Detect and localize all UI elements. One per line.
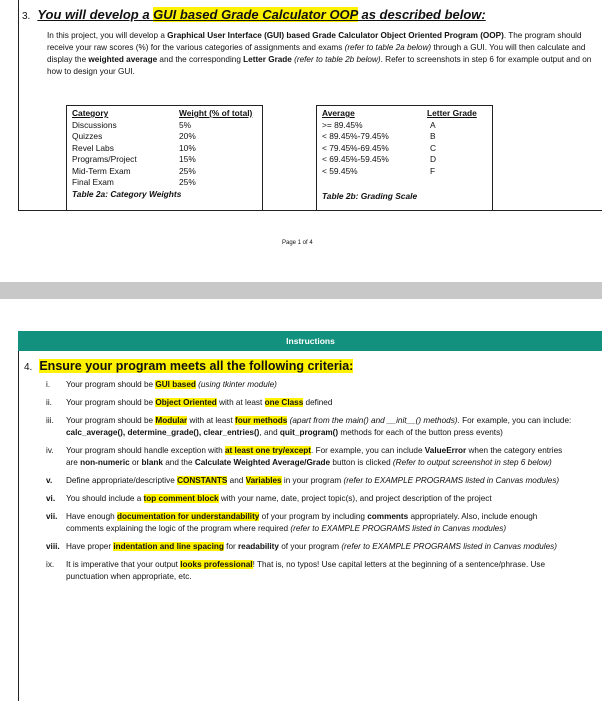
item-text: It is imperative that your output [66,560,181,569]
heading-highlight: GUI based Grade Calculator OOP [153,7,358,22]
section-3-box [18,0,602,211]
item-highlight: one Class [264,398,304,407]
item-numeral: vi. [46,494,56,503]
item-text: and the [162,458,195,467]
para-italic: (refer to table 2b below) [294,55,381,64]
item-text: of your program by including [259,512,368,521]
list-item [46,445,576,469]
item-bold: Calculate Weighted Average/Grade [194,458,331,467]
item-text: Your program should be [66,380,156,389]
section-number: 4. [24,362,33,373]
item-italic: (refer to EXAMPLE PROGRAMS listed in Canvas modules) [343,476,560,485]
grade-cell: D [430,154,437,164]
table-row [322,143,490,155]
page-number: Page 1 of 4 [282,240,313,246]
grade-cell: A [430,119,436,130]
page-separator [0,282,602,299]
col-weight: Weight (% of total) [179,108,253,118]
list-item [46,397,576,409]
item-text: Your program should handle exception with [66,446,225,455]
col-letter-grade: Letter Grade [427,108,477,118]
table-2a-caption: Table 2a: Category Weights [72,188,182,199]
table-row [72,166,260,178]
table-row [72,131,260,143]
item-text: button is clicked [330,458,393,467]
item-highlight: documentation for understandability [116,512,260,521]
category-cell: Mid-Term Exam [72,165,131,176]
item-highlight: top comment block [143,494,219,503]
item-bold: ValueError [424,446,467,455]
item-highlight: Modular [155,416,188,425]
item-italic: (Refer to output screenshot in step 6 below) [392,458,552,467]
category-cell: Discussions [72,119,117,130]
table-row [322,131,490,143]
item-numeral: vii. [46,512,58,521]
criteria-heading [24,359,353,373]
average-cell: < 79.45%-69.45% [322,142,389,153]
item-text: , and [259,428,280,437]
item-bold: quit_program() [279,428,339,437]
item-text: for [223,542,238,551]
table-row [72,143,260,155]
list-item [46,493,576,505]
item-text: Your program should be [66,416,156,425]
item-text: or [129,458,142,467]
item-text: Have enough [66,512,117,521]
para-bold: Letter Grade [243,55,292,64]
item-bold: blank [141,458,163,467]
item-text: defined [303,398,333,407]
item-text: when the category entries are [66,446,563,467]
item-bold: calc_average(), determine_grade(), clear_entries() [66,428,260,437]
category-cell: Final Exam [72,177,114,187]
para-bold: weighted average [88,55,158,64]
item-highlight: four methods [235,416,288,425]
criteria-heading-text: Ensure your program meets all the following criteria: [39,359,354,373]
item-numeral: ix. [46,560,55,569]
grade-cell: F [430,165,436,176]
item-text: ! That is, no typos! Use capital letters at the beginning of a sentence/phrase. Use punctuation when appropriate, etc. [66,560,546,581]
para-text: through a GUI. You will then calculate and display the [47,43,586,64]
grade-cell: C [430,142,437,153]
category-cell: Revel Labs [72,142,114,153]
col-average: Average [322,108,355,118]
item-italic: (apart from the main() and __init__() methods) [289,416,458,425]
table-row [72,154,260,166]
heading-pre: You will develop a [37,7,154,22]
list-item [46,475,576,487]
item-highlight: at least one try/except [225,446,312,455]
item-numeral: viii. [46,542,60,551]
item-numeral: v. [46,476,53,485]
list-item [46,541,576,553]
table-2a [66,105,263,211]
average-cell: < 89.45%-79.45% [322,131,389,141]
table-2b [316,105,493,211]
grade-cell: B [430,131,436,141]
average-cell: < 59.45% [322,165,358,176]
table-row [72,120,260,132]
document-page-1 [0,0,602,282]
project-description [47,30,592,78]
col-category: Category [72,108,109,118]
weight-cell: 20% [179,131,196,141]
item-italic: (refer to EXAMPLE PROGRAMS listed in Canvas modules) [290,524,507,533]
item-numeral: iii. [46,416,54,425]
weight-cell: 15% [179,154,196,164]
item-text: You should include a [66,494,144,503]
list-item [46,415,576,439]
item-text: . For example, you can include [311,446,425,455]
item-text: with at least [216,398,265,407]
item-text: of your program [278,542,342,551]
category-cell: Quizzes [72,131,103,141]
item-highlight: GUI based [155,380,196,389]
para-text: . The program should receive your raw scores (%) for the various categories of assignments and exams [47,31,582,52]
item-numeral: i. [46,380,51,389]
document-page-2 [0,299,602,700]
item-text: Define appropriate/descriptive [66,476,178,485]
item-highlight: Variables [245,476,282,485]
item-highlight: looks professional [180,560,253,569]
section-3-heading [22,7,486,22]
list-item [46,559,576,583]
item-italic: (using tkinter module) [198,380,277,389]
item-text: with at least [187,416,236,425]
table-row [72,177,260,189]
weight-cell: 25% [179,177,196,187]
item-highlight: indentation and line spacing [113,542,224,551]
item-bold: readability [238,542,279,551]
item-numeral: iv. [46,446,54,455]
item-bold: comments [367,512,409,521]
weight-cell: 25% [179,165,196,176]
item-text: . For example, you can include: [457,416,572,425]
item-text: Your program should be [66,398,156,407]
item-text: with your name, date, project topic(s), and project description of the project [218,494,492,503]
para-text: In this project, you will develop a [47,31,168,40]
criteria-list [46,379,576,589]
item-highlight: CONSTANTS [177,476,228,485]
list-item [46,379,576,391]
para-text: and the corresponding [157,55,244,64]
item-text: in your program [281,476,344,485]
instructions-title-bar: Instructions [18,331,602,351]
item-text: methods for each of the button press events) [338,428,503,437]
average-cell: >= 89.45% [322,119,363,130]
average-cell: < 69.45%-59.45% [322,154,389,164]
para-bold: Graphical User Interface (GUI) based Grade Calculator Object Oriented Program (OOP) [167,31,504,40]
item-text: appropriately. Also, include enough comments explaining the logic of the program where required [66,512,538,533]
item-numeral: ii. [46,398,52,407]
table-2b-caption: Table 2b: Grading Scale [322,191,418,201]
para-text: . Refer to screenshots in step 6 for example output and on how to design your GUI. [47,55,592,76]
heading-post: as described below: [357,7,486,22]
item-highlight: Object Oriented [155,398,217,407]
category-cell: Programs/Project [72,154,137,164]
heading-text [37,7,485,22]
item-bold: non-numeric [80,458,130,467]
weight-cell: 10% [179,142,196,153]
table-row [322,166,490,178]
table-row [322,120,490,132]
item-text: Have proper [66,542,114,551]
item-text: and [227,476,246,485]
list-item [46,511,576,535]
para-italic: (refer to table 2a below) [344,43,432,52]
item-italic: (refer to EXAMPLE PROGRAMS listed in Canvas modules) [341,542,557,551]
table-row [322,154,490,166]
section-number: 3. [22,11,31,22]
weight-cell: 5% [179,119,192,130]
